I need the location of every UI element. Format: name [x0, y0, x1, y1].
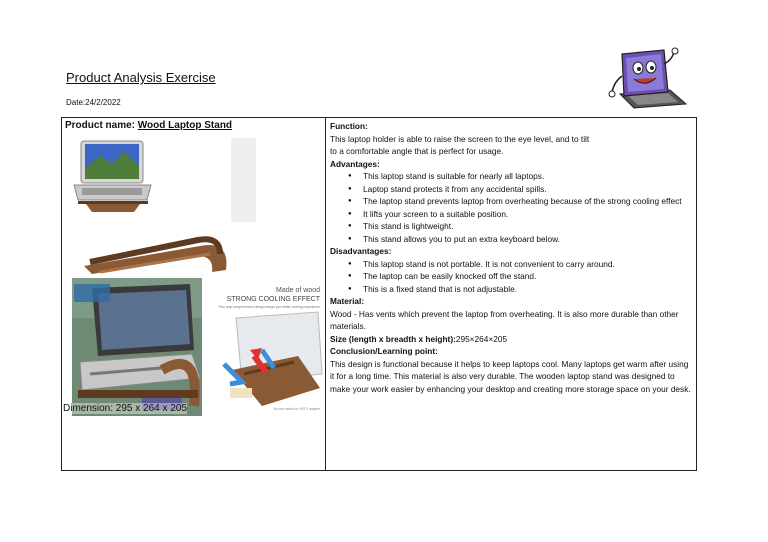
- size-label: Size (length x breadth x height):: [330, 333, 456, 344]
- advantage-item: ● This stand is lightweight.: [363, 220, 692, 233]
- advantage-item: ● Laptop stand protects it from any accidental spills.: [363, 183, 692, 196]
- material-text: Wood - Has vents which prevent the laptop from overheating. It is also more durable than other materials.: [330, 308, 679, 331]
- document-date: Date:24/2/2022: [66, 98, 121, 107]
- ad-subline-text: Five strip-shaped holes design brings you better cooling experience: [218, 305, 320, 309]
- product-name-value: Wood Laptop Stand: [137, 120, 233, 131]
- disadvantage-item: ● This is a fixed stand that is not adjustable.: [363, 283, 692, 296]
- advantage-item: ● The laptop stand prevents laptop from overheating because of the strong cooling effect: [363, 195, 692, 208]
- product-name-row: [65, 120, 232, 131]
- advantages-heading: Advantages:: [330, 158, 380, 169]
- disadvantage-item: ● This laptop stand is not portable. It is not convenient to carry around.: [363, 258, 692, 271]
- function-text-line-1: This laptop holder is able to raise the screen to the eye level, and to tilt: [330, 133, 590, 144]
- disadvantages-heading: Disadvantages:: [330, 246, 392, 256]
- disadvantages-list: [330, 258, 692, 296]
- advantage-item: ● This laptop stand is suitable for nearly all laptops.: [363, 170, 692, 183]
- function-heading: Function:: [330, 121, 368, 131]
- advantage-item: ● It lifts your screen to a suitable position.: [363, 208, 692, 221]
- curved-wood-stand-image: [80, 226, 232, 278]
- laptop-mascot-icon: [608, 46, 688, 112]
- laptop-on-stand-image: [72, 138, 154, 218]
- advantage-item: ● This stand allows you to put an extra keyboard below.: [363, 233, 692, 246]
- function-text-line-2: to a comfortable angle that is perfect for usage.: [330, 146, 504, 156]
- product-images-cell: [62, 118, 326, 470]
- ad-footer-text: No one-needs for *NOT* adapter: [273, 407, 320, 411]
- laptop-in-use-photo: [72, 278, 202, 416]
- document-title: Product Analysis Exercise: [66, 70, 216, 85]
- dimension-text: Dimension: 295 x 264 x 205: [63, 403, 187, 414]
- cropped-image: [231, 138, 256, 222]
- size-value: 295×264×205: [455, 333, 508, 344]
- size-row: [330, 333, 692, 346]
- conclusion-heading: Conclusion/Learning point:: [330, 346, 438, 356]
- conclusion-text: This design is functional because it helps to keep laptops cool. Many laptops get warm after using it for a long time. This material is also very durable. The wooden laptop stand was designed to make your work easier by enhancing your desktop and creating more storage space on your desk.: [330, 358, 691, 394]
- ad-made-of-text: Made of wood: [276, 287, 320, 294]
- product-name-label: Product name:: [65, 120, 138, 131]
- product-table: [61, 117, 697, 471]
- cooling-effect-ad-image: [202, 278, 324, 416]
- product-analysis-cell: [326, 118, 696, 470]
- advantages-list: [330, 170, 692, 245]
- ad-headline-text: STRONG COOLING EFFECT: [226, 296, 320, 303]
- material-heading: Material:: [330, 296, 365, 306]
- disadvantage-item: ● The laptop can be easily knocked off the stand.: [363, 270, 692, 283]
